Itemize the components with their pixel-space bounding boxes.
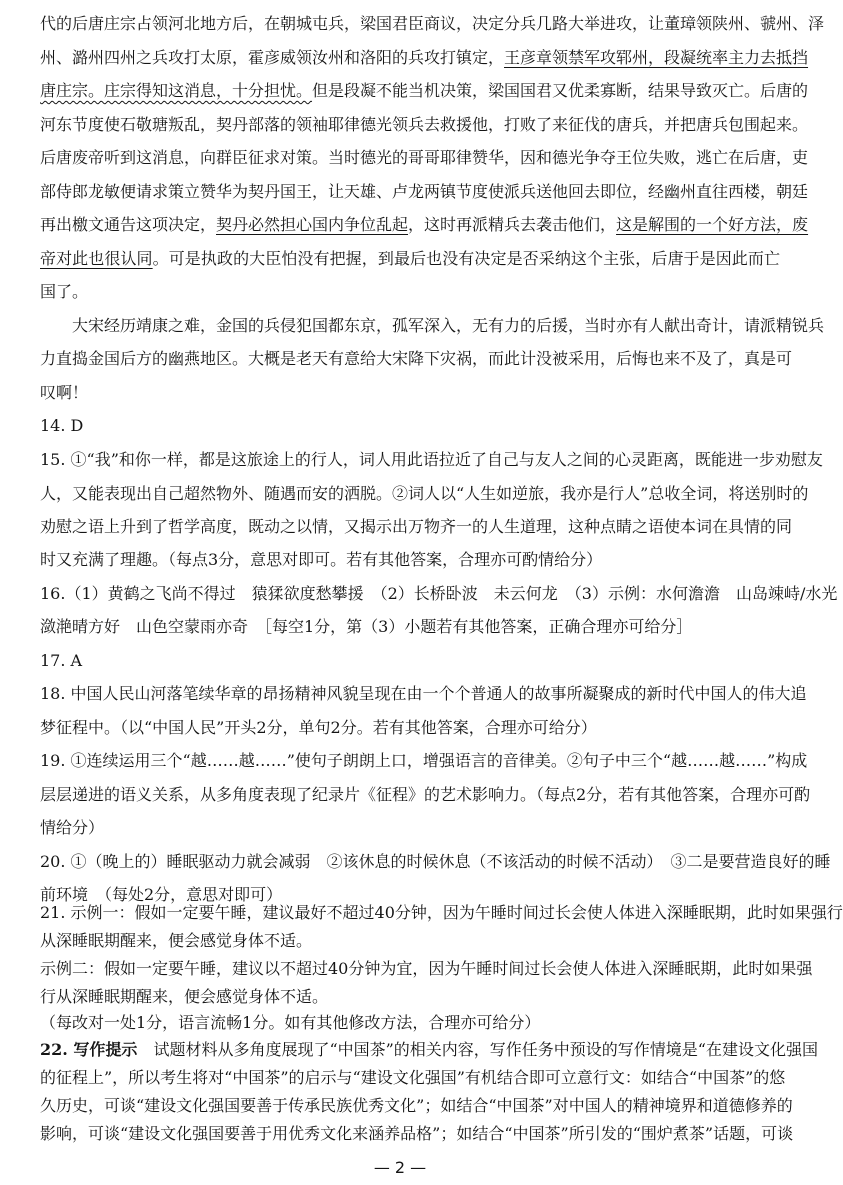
para2-line-2 (40, 349, 793, 369)
answer-15-line-3 (40, 517, 793, 537)
text: 行从深睡眠期醒来，便会感觉身体不适。 (40, 987, 329, 1006)
answer-15-line-2 (40, 484, 809, 504)
answer-16-line-1 (40, 584, 838, 604)
text: 20. ①（晚上的）睡眠驱动力就会减弱 ②该休息的时候休息（不该活动的时候不活动） ③二是要营造良好的睡 (40, 852, 831, 871)
writing-tip-heading: 22. 写作提示 (40, 1040, 138, 1059)
text: 劝慰之语上升到了哲学高度，既动之以情，又揭示出万物齐一的人生道理，这种点睛之语使本词在具情的同 (40, 517, 793, 536)
text: 从深睡眠期醒来，便会感觉身体不适。 (40, 931, 313, 950)
answer-17 (40, 651, 780, 671)
text: 国了。 (40, 282, 89, 301)
answer-14 (40, 416, 780, 436)
text: 代的后唐庄宗占领河北地方后，在朝城屯兵，梁国君臣商议，决定分兵几路大举进攻，让董璋领陕州、虢州、泽 (40, 14, 825, 33)
para1-line-9 (40, 282, 780, 302)
page-number: — 2 — (373, 1158, 427, 1177)
text: 影响，可谈“建设文化强国要善于用优秀文化来涵养品格”；如结合“中国茶”所引发的“围炉煮茶”话题，可谈 (40, 1124, 794, 1143)
answer-16-line-2 (40, 617, 780, 637)
answer-21-line-2 (40, 931, 780, 951)
para1-line-2 (40, 48, 809, 68)
para1-line-7 (40, 215, 809, 235)
answer-21-line-5 (40, 1013, 780, 1033)
answer-22-line-3 (40, 1096, 793, 1116)
text: 18. 中国人民山河落笔续华章的昂扬精神风貌呈现在由一个个普通人的故事所凝聚成的新时代中国人的伟大追 (40, 684, 807, 703)
answer-15-line-1 (40, 450, 823, 470)
text: 19. ①连续运用三个“越……越……”使句子朗朗上口，增强语言的音律美。②句子中三个“越……越……”构成 (40, 751, 808, 770)
text: 16.（1）黄鹤之飞尚不得过 猿猱欲度愁攀援 （2）长桥卧波 未云何龙 （3）示例：水何澹澹 山岛竦峙/水光 (40, 584, 838, 603)
text: 21. 示例一：假如一定要午睡，建议最好不超过40分钟，因为午睡时间过长会使人体进入深睡眠期，此时如果强行 (40, 903, 843, 922)
text: 15. ①“我”和你一样，都是这旅途上的行人，词人用此语拉近了自己与友人之间的心灵距离，既能进一步劝慰友 (40, 450, 823, 469)
text: 叹啊！ (40, 383, 89, 402)
answer-15-line-4 (40, 550, 780, 570)
text: 久历史，可谈“建设文化强国要善于传承民族优秀文化”；如结合“中国茶”对中国人的精神境界和道德修养的 (40, 1096, 793, 1115)
answer-19-line-3 (40, 818, 780, 838)
answer-19-line-1 (40, 751, 808, 771)
answer-18-line-2 (40, 718, 780, 738)
answer-19-line-2 (40, 785, 811, 805)
answer-22-line-2 (40, 1068, 786, 1088)
answer-21-line-1 (40, 903, 843, 923)
text: 情给分） (40, 818, 105, 837)
text: 但是段凝不能当机决策，梁国国君又优柔寡断，结果导致灭亡。后唐的 (312, 81, 809, 100)
text: 前环境 （每处2分，意思对即可） (40, 885, 283, 904)
text: 潋滟晴方好 山色空蒙雨亦奇 ［每空1分，第（3）小题若有其他答案，正确合理亦可给分］ (40, 617, 693, 636)
answer-22-line-1 (40, 1040, 818, 1060)
text: 部侍郎龙敏便请求策立赞华为契丹国王，让天雄、卢龙两镇节度使派兵送他回去即位，经幽州直往西楼，朝廷 (40, 182, 809, 201)
underlined-text: 王彦章领禁军攻郓州，段凝统率主力去抵挡 (504, 48, 809, 67)
para1-line-1 (40, 14, 825, 34)
text: ，这时再派精兵去袭击他们， (408, 215, 617, 234)
text: （每改对一处1分，语言流畅1分。如有其他修改方法，合理亦可给分） (40, 1013, 541, 1032)
text: 时又充满了理趣。（每点3分，意思对即可。若有其他答案，合理亦可酌情给分） (40, 550, 603, 569)
underlined-text: 契丹必然担心国内争位乱起 (216, 215, 409, 234)
text: 14. D (40, 416, 84, 435)
para1-line-4 (40, 115, 809, 135)
text: 的征程上”，所以考生将对“中国茶”的启示与“建设文化强国”有机结合即可立意行文：如结合“中国茶”的悠 (40, 1068, 786, 1087)
para1-line-3 (40, 81, 809, 101)
underlined-text: 这是解围的一个好方法，废 (616, 215, 809, 234)
para1-line-8 (40, 249, 780, 269)
text: 层层递进的语义关系，从多角度表现了纪录片《征程》的艺术影响力。（每点2分，若有其他答案，合理亦可酌 (40, 785, 811, 804)
text: 力直捣金国后方的幽燕地区。大概是老天有意给大宋降下灾祸，而此计没被采用，后悔也来不及了，真是可 (40, 349, 793, 368)
text: 大宋经历靖康之难，金国的兵侵犯国都东京，孤军深入，无有力的后援，当时亦有人献出奇计，请派精锐兵 (72, 316, 825, 335)
answer-22-line-4 (40, 1124, 794, 1144)
text: 河东节度使石敬瑭叛乱，契丹部落的领袖耶律德光领兵去救援他，打败了来征伐的唐兵，并把唐兵包围起来。 (40, 115, 809, 134)
text: 。可是执政的大臣怕没有把握，到最后也没有决定是否采纳这个主张，后唐于是因此而亡 (152, 249, 780, 268)
text: 试题材料从多角度展现了“中国茶”的相关内容，写作任务中预设的写作情境是“在建设文化强国 (153, 1040, 818, 1059)
text: 再出檄文通告这项决定， (40, 215, 217, 234)
para2-line-3 (40, 383, 780, 403)
answer-18-line-1 (40, 684, 807, 704)
underlined-text: 帝对此也很认同 (40, 249, 153, 268)
answer-21-line-4 (40, 987, 780, 1007)
para2-line-1 (72, 316, 825, 336)
para1-line-6 (40, 182, 809, 202)
answer-20-line-2 (40, 885, 780, 905)
text: 17. A (40, 651, 83, 670)
text: 示例二：假如一定要午睡，建议以不超过40分钟为宜，因为午睡时间过长会使人体进入深睡眠期，此时如果强 (40, 959, 813, 978)
text: 州、潞州四州之兵攻打太原，霍彦威领汝州和洛阳的兵攻打镇定， (40, 48, 505, 67)
text: 梦征程中。（以“中国人民”开头2分，单句2分。若有其他答案，合理亦可给分） (40, 718, 597, 737)
text: 后唐废帝听到这消息，向群臣征求对策。当时德光的哥哥耶律赞华，因和德光争夺王位失败，逃亡在后唐，吏 (40, 148, 809, 167)
wavy-underlined-text: 唐庄宗。庄宗得知这消息，十分担忧。 (40, 81, 313, 100)
answer-20-line-1 (40, 852, 831, 872)
para1-line-5 (40, 148, 809, 168)
text: 人，又能表现出自己超然物外、随遇而安的洒脱。②词人以“人生如逆旅，我亦是行人”总收全词，将送别时的 (40, 484, 809, 503)
answer-21-line-3 (40, 959, 813, 979)
